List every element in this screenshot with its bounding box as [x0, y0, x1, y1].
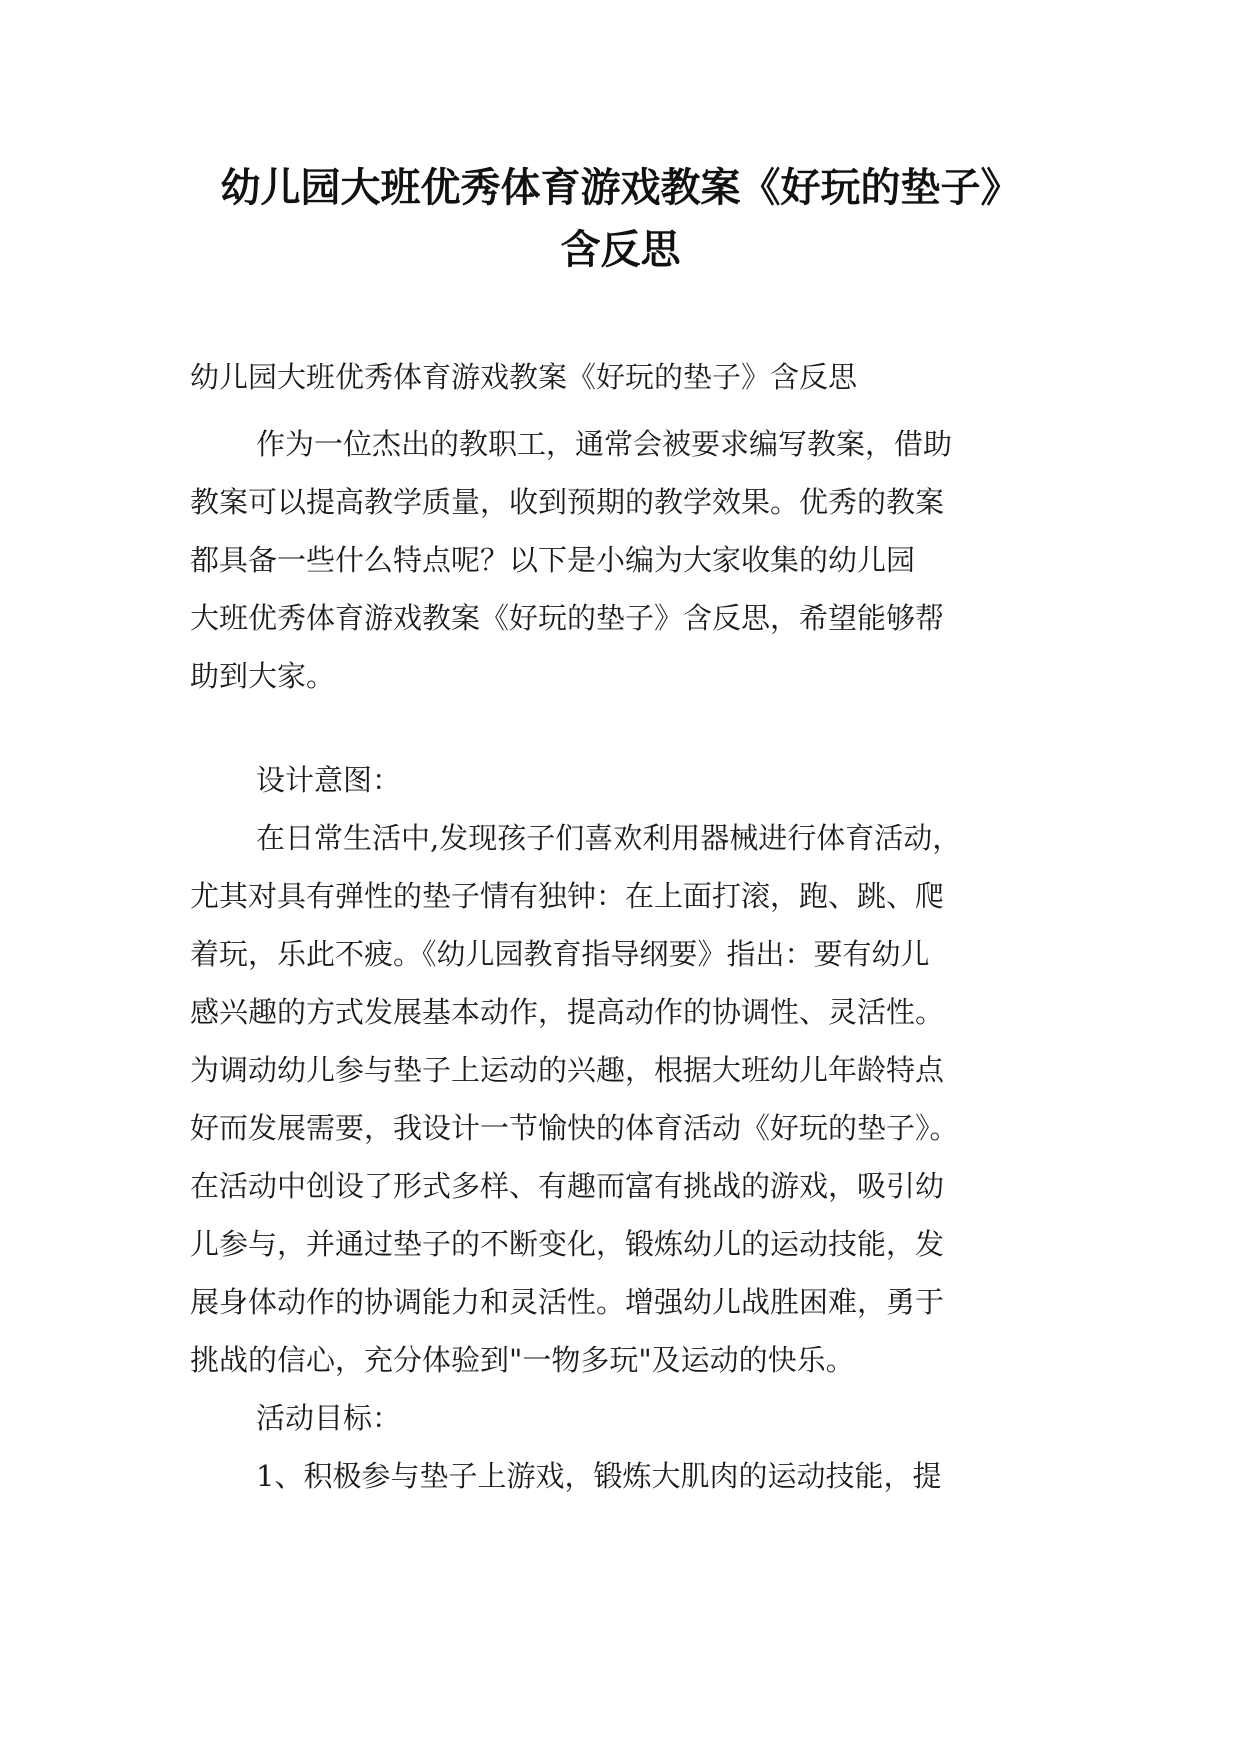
- design-line: 尤其对具有弹性的垫子情有独钟：在上面打滚，跑、跳、爬: [190, 879, 945, 913]
- intro-line: 助到大家。: [190, 659, 336, 693]
- goals-line: 1、积极参与垫子上游戏，锻炼大肌肉的运动技能，提: [256, 1459, 942, 1493]
- design-line: 感兴趣的方式发展基本动作，提高动作的协调性、灵活性。: [190, 995, 945, 1029]
- design-line: 在日常生活中,发现孩子们喜欢利用器械进行体育活动，: [256, 821, 962, 855]
- design-heading: 设计意图：: [256, 763, 402, 797]
- intro-line: 教案可以提高教学质量，收到预期的教学效果。优秀的教案: [190, 485, 945, 519]
- document-title-line-2: 含反思: [560, 227, 681, 273]
- design-line: 挑战的信心，充分体验到"一物多玩"及运动的快乐。: [190, 1343, 855, 1377]
- design-line: 在活动中创设了形式多样、有趣而富有挑战的游戏，吸引幼: [190, 1169, 945, 1203]
- design-line: 展身体动作的协调能力和灵活性。增强幼儿战胜困难，勇于: [190, 1285, 945, 1319]
- intro-line: 都具备一些什么特点呢？以下是小编为大家收集的幼儿园: [190, 543, 916, 577]
- design-line: 儿参与，并通过垫子的不断变化，锻炼幼儿的运动技能，发: [190, 1227, 945, 1261]
- design-line: 为调动幼儿参与垫子上运动的兴趣，根据大班幼儿年龄特点: [190, 1053, 945, 1087]
- document-subtitle: 幼儿园大班优秀体育游戏教案《好玩的垫子》含反思: [190, 360, 858, 394]
- intro-line: 作为一位杰出的教职工，通常会被要求编写教案，借助: [256, 427, 953, 461]
- goals-heading: 活动目标：: [256, 1401, 402, 1435]
- design-line: 着玩，乐此不疲。《幼儿园教育指导纲要》指出：要有幼儿: [190, 937, 930, 971]
- design-line: 好而发展需要，我设计一节愉快的体育活动《好玩的垫子》。: [190, 1111, 959, 1145]
- intro-line: 大班优秀体育游戏教案《好玩的垫子》含反思，希望能够帮: [190, 601, 945, 635]
- document-title-line-1: 幼儿园大班优秀体育游戏教案《好玩的垫子》: [220, 165, 1021, 211]
